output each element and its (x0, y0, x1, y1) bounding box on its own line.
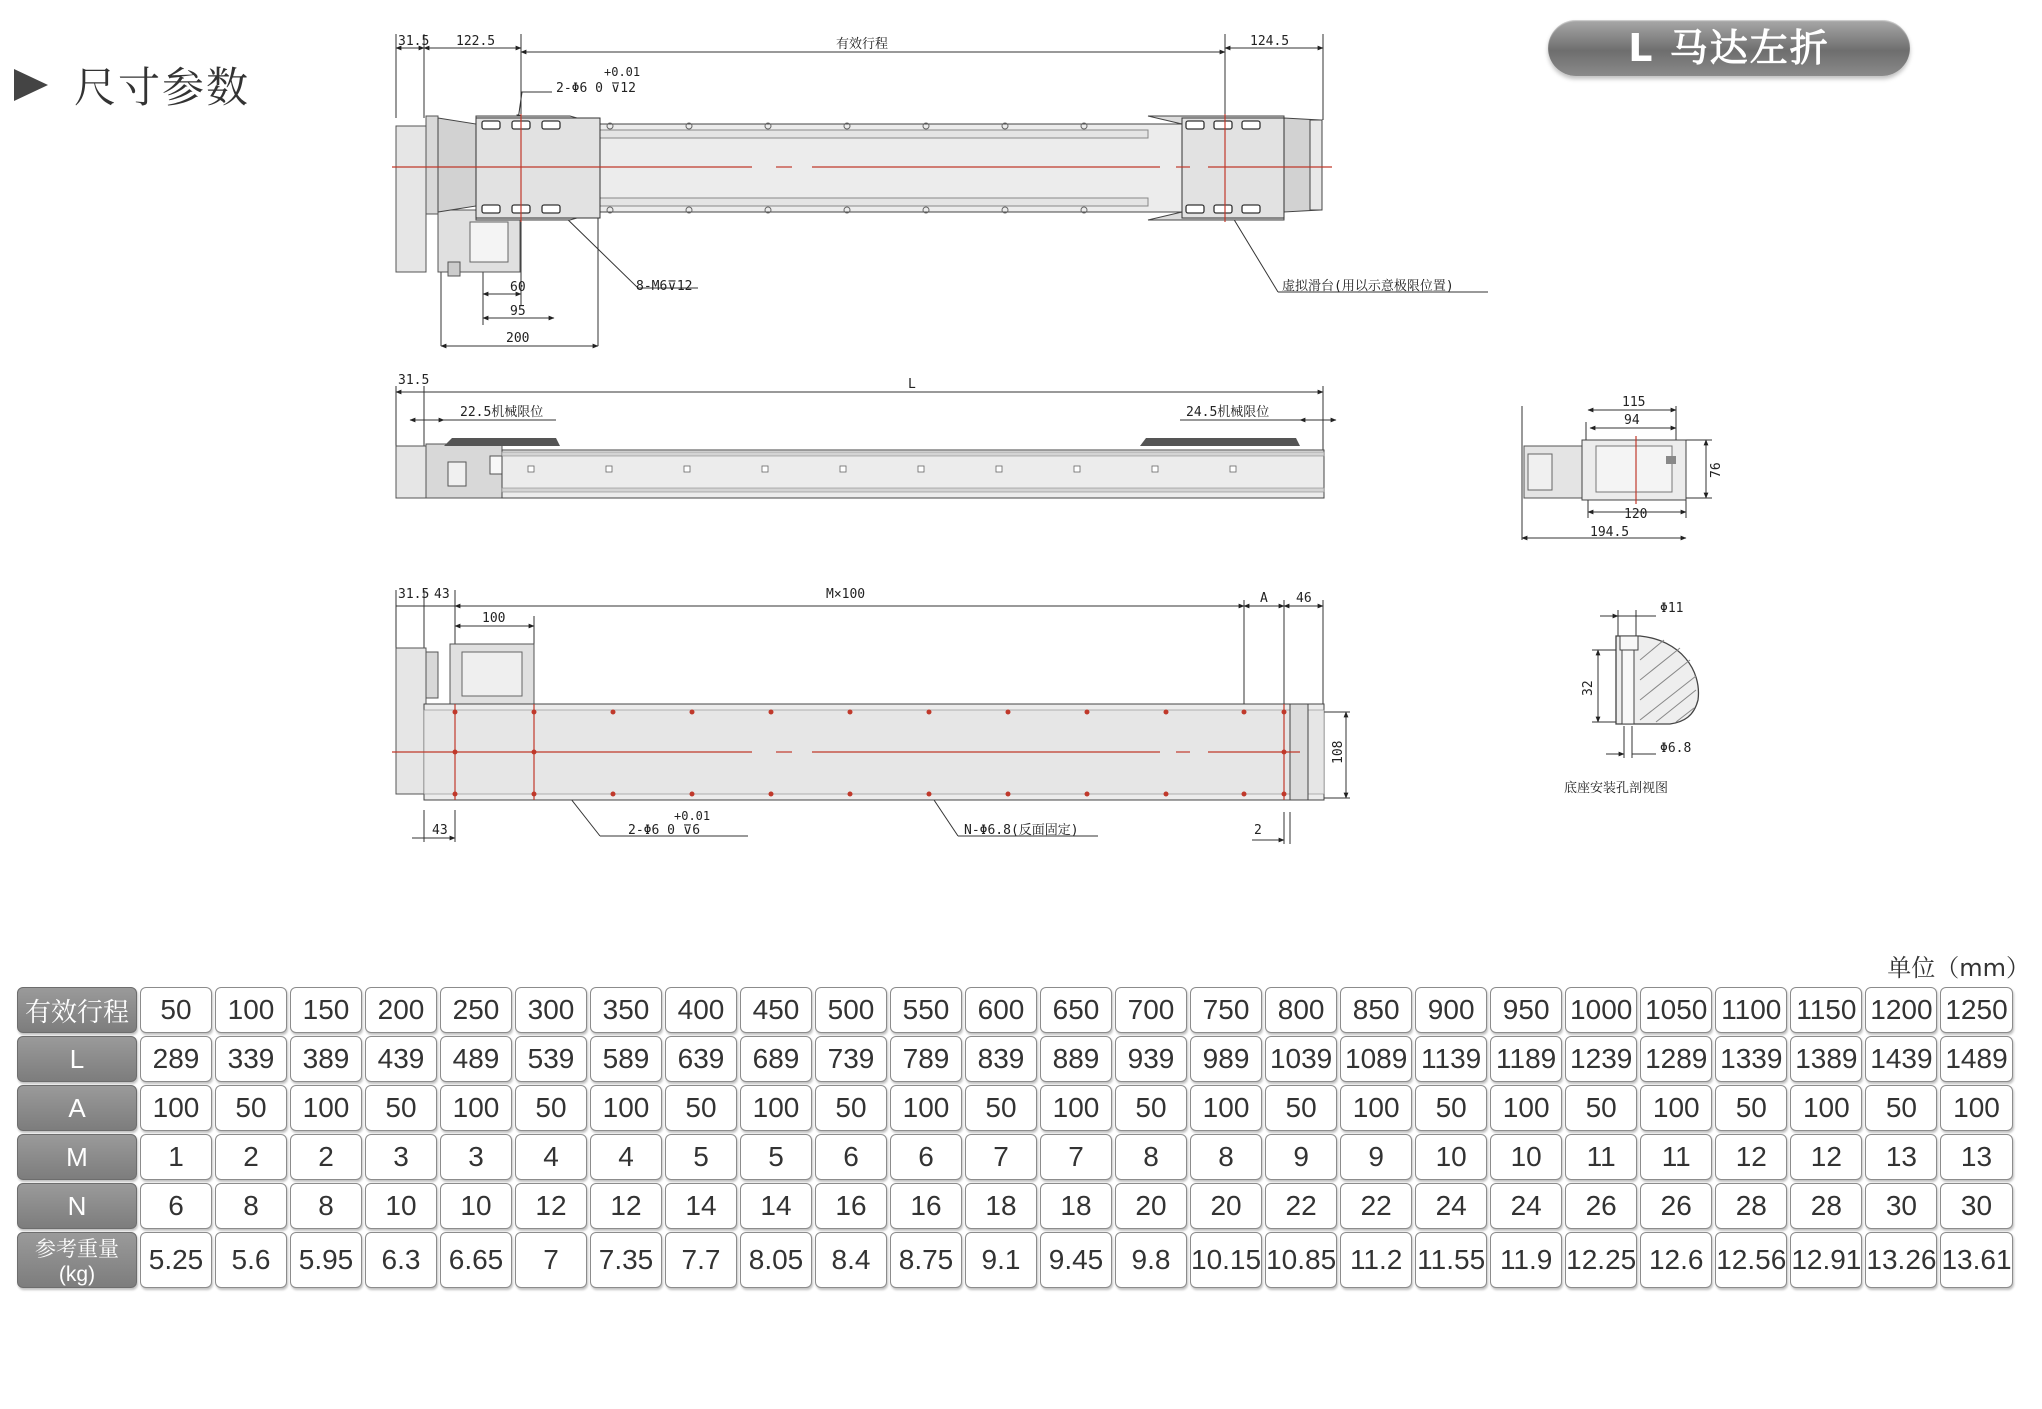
svg-text:Φ11: Φ11 (1660, 601, 1684, 616)
table-cell: 14 (665, 1183, 737, 1229)
table-cell: 9 (1265, 1134, 1337, 1180)
table-cell: 50 (515, 1085, 587, 1131)
table-cell: 5.95 (290, 1232, 362, 1288)
table-cell: 50 (1265, 1085, 1337, 1131)
table-cell: 3 (365, 1134, 437, 1180)
table-cell: 12 (515, 1183, 587, 1229)
table-cell: 650 (1040, 987, 1112, 1033)
table-cell: 13.61 (1940, 1232, 2012, 1288)
svg-text:2-Φ6 0 ⊽12: 2-Φ6 0 ⊽12 (556, 81, 636, 96)
table-cell: 50 (1865, 1085, 1937, 1131)
table-cell: 100 (1940, 1085, 2012, 1131)
table-cell: 50 (965, 1085, 1037, 1131)
table-cell: 7.7 (665, 1232, 737, 1288)
table-row (17, 1085, 2013, 1131)
table-cell: 7 (965, 1134, 1037, 1180)
table-cell: 889 (1040, 1036, 1112, 1082)
table-cell: 939 (1115, 1036, 1187, 1082)
table-cell: 6.3 (365, 1232, 437, 1288)
table-cell: 10.15 (1190, 1232, 1262, 1288)
table-cell: 100 (140, 1085, 212, 1131)
table-cell: 1139 (1415, 1036, 1487, 1082)
svg-text:+0.01: +0.01 (674, 809, 711, 823)
svg-text:200: 200 (506, 331, 530, 346)
table-cell: 20 (1115, 1183, 1187, 1229)
row-header: M (17, 1134, 137, 1180)
table-cell: 289 (140, 1036, 212, 1082)
table-cell: 639 (665, 1036, 737, 1082)
svg-text:8-M6⊽12: 8-M6⊽12 (636, 279, 693, 294)
table-cell: 7 (1040, 1134, 1112, 1180)
table-cell: 12.91 (1790, 1232, 1862, 1288)
table-cell: 100 (1190, 1085, 1262, 1131)
table-cell: 50 (665, 1085, 737, 1131)
side-view (396, 373, 1336, 498)
svg-text:虚拟滑台(用以示意极限位置): 虚拟滑台(用以示意极限位置) (1282, 279, 1454, 294)
svg-text:A: A (1260, 591, 1268, 606)
svg-text:124.5: 124.5 (1250, 34, 1290, 49)
table-cell: 6 (890, 1134, 962, 1180)
table-cell: 18 (1040, 1183, 1112, 1229)
table-cell: 8.05 (740, 1232, 812, 1288)
table-cell: 50 (815, 1085, 887, 1131)
table-cell: 1089 (1340, 1036, 1412, 1082)
table-cell: 9 (1340, 1134, 1412, 1180)
unit-label: 单位（mm） (1887, 954, 2030, 982)
svg-text:22.5机械限位: 22.5机械限位 (460, 405, 544, 420)
table-cell: 600 (965, 987, 1037, 1033)
svg-text:43: 43 (434, 587, 450, 602)
end-view (1522, 395, 1724, 540)
table-cell: 350 (590, 987, 662, 1033)
spec-table (14, 984, 2016, 1291)
svg-text:108: 108 (1331, 740, 1346, 764)
table-cell: 50 (365, 1085, 437, 1131)
table-cell: 1289 (1640, 1036, 1712, 1082)
table-cell: 8 (1115, 1134, 1187, 1180)
table-cell: 24 (1415, 1183, 1487, 1229)
table-cell: 100 (1340, 1085, 1412, 1131)
table-row (17, 1134, 2013, 1180)
table-cell: 6 (815, 1134, 887, 1180)
table-cell: 100 (1640, 1085, 1712, 1131)
table-cell: 4 (590, 1134, 662, 1180)
table-cell: 100 (440, 1085, 512, 1131)
table-cell: 1389 (1790, 1036, 1862, 1082)
table-cell: 9.45 (1040, 1232, 1112, 1288)
svg-text:60: 60 (510, 280, 526, 295)
table-cell: 100 (1490, 1085, 1562, 1131)
table-cell: 3 (440, 1134, 512, 1180)
table-cell: 10 (365, 1183, 437, 1229)
svg-text:底座安装孔剖视图: 底座安装孔剖视图 (1564, 781, 1669, 796)
table-cell: 900 (1415, 987, 1487, 1033)
table-cell: 8 (1190, 1134, 1262, 1180)
table-cell: 1039 (1265, 1036, 1337, 1082)
table-cell: 250 (440, 987, 512, 1033)
table-cell: 1050 (1640, 987, 1712, 1033)
table-cell: 839 (965, 1036, 1037, 1082)
table-cell: 1439 (1865, 1036, 1937, 1082)
svg-text:76: 76 (1709, 462, 1724, 478)
table-cell: 1239 (1565, 1036, 1637, 1082)
table-cell: 13 (1940, 1134, 2012, 1180)
svg-text:N-Φ6.8(反面固定): N-Φ6.8(反面固定) (964, 823, 1079, 838)
table-cell: 200 (365, 987, 437, 1033)
table-cell: 50 (1565, 1085, 1637, 1131)
table-cell: 1250 (1940, 987, 2012, 1033)
svg-text:Φ6.8: Φ6.8 (1660, 741, 1692, 756)
table-cell: 12 (1790, 1134, 1862, 1180)
svg-text:2-Φ6 0 ⊽6: 2-Φ6 0 ⊽6 (628, 823, 701, 838)
svg-text:43: 43 (432, 823, 448, 838)
table-cell: 300 (515, 987, 587, 1033)
table-row (17, 987, 2013, 1033)
table-cell: 1 (140, 1134, 212, 1180)
svg-text:31.5: 31.5 (398, 587, 430, 602)
table-cell: 700 (1115, 987, 1187, 1033)
table-cell: 8.75 (890, 1232, 962, 1288)
row-header: 有效行程 (17, 987, 137, 1033)
table-cell: 18 (965, 1183, 1037, 1229)
svg-text:31.5: 31.5 (398, 34, 430, 49)
table-cell: 24 (1490, 1183, 1562, 1229)
table-cell: 800 (1265, 987, 1337, 1033)
table-cell: 9.1 (965, 1232, 1037, 1288)
table-cell: 950 (1490, 987, 1562, 1033)
table-cell: 400 (665, 987, 737, 1033)
table-cell: 5 (740, 1134, 812, 1180)
table-cell: 1339 (1715, 1036, 1787, 1082)
table-cell: 100 (290, 1085, 362, 1131)
table-cell: 100 (1040, 1085, 1112, 1131)
row-header: 参考重量(kg) (17, 1232, 137, 1288)
table-cell: 1100 (1715, 987, 1787, 1033)
table-cell: 10.85 (1265, 1232, 1337, 1288)
table-cell: 11 (1640, 1134, 1712, 1180)
section-title: 尺寸参数 (74, 63, 251, 112)
row-header: N (17, 1183, 137, 1229)
table-cell: 22 (1265, 1183, 1337, 1229)
table-cell: 50 (215, 1085, 287, 1131)
table-cell: 850 (1340, 987, 1412, 1033)
svg-text:95: 95 (510, 304, 526, 319)
row-header: L (17, 1036, 137, 1082)
table-cell: 2 (290, 1134, 362, 1180)
table-cell: 389 (290, 1036, 362, 1082)
table-cell: 1150 (1790, 987, 1862, 1033)
svg-text:L: L (908, 377, 916, 392)
table-cell: 11 (1565, 1134, 1637, 1180)
svg-text:32: 32 (1581, 680, 1596, 696)
table-cell: 1189 (1490, 1036, 1562, 1082)
svg-text:194.5: 194.5 (1590, 525, 1630, 540)
table-cell: 739 (815, 1036, 887, 1082)
table-cell: 339 (215, 1036, 287, 1082)
table-cell: 26 (1640, 1183, 1712, 1229)
table-cell: 26 (1565, 1183, 1637, 1229)
table-cell: 50 (1415, 1085, 1487, 1131)
table-cell: 22 (1340, 1183, 1412, 1229)
svg-text:46: 46 (1296, 591, 1312, 606)
table-cell: 439 (365, 1036, 437, 1082)
table-cell: 11.55 (1415, 1232, 1487, 1288)
svg-text:2: 2 (1254, 823, 1262, 838)
table-cell: 1489 (1940, 1036, 2012, 1082)
table-cell: 12.6 (1640, 1232, 1712, 1288)
table-cell: 28 (1790, 1183, 1862, 1229)
table-cell: 7 (515, 1232, 587, 1288)
table-cell: 5.6 (215, 1232, 287, 1288)
table-row (17, 1036, 2013, 1082)
svg-text:31.5: 31.5 (398, 373, 430, 388)
svg-text:122.5: 122.5 (456, 34, 496, 49)
table-cell: 12 (590, 1183, 662, 1229)
table-cell: 2 (215, 1134, 287, 1180)
table-cell: 100 (590, 1085, 662, 1131)
top-view (392, 34, 1488, 346)
table-cell: 13.26 (1865, 1232, 1937, 1288)
table-cell: 100 (890, 1085, 962, 1131)
table-cell: 9.8 (1115, 1232, 1187, 1288)
table-cell: 11.2 (1340, 1232, 1412, 1288)
table-cell: 100 (740, 1085, 812, 1131)
table-cell: 10 (1415, 1134, 1487, 1180)
table-cell: 1200 (1865, 987, 1937, 1033)
table-cell: 50 (1115, 1085, 1187, 1131)
svg-text:有效行程: 有效行程 (836, 37, 889, 52)
table-cell: 13 (1865, 1134, 1937, 1180)
table-cell: 550 (890, 987, 962, 1033)
table-cell: 12 (1715, 1134, 1787, 1180)
svg-text:115: 115 (1622, 395, 1646, 410)
table-cell: 8 (215, 1183, 287, 1229)
svg-text:M×100: M×100 (826, 587, 866, 602)
table-row (17, 1183, 2013, 1229)
table-cell: 5 (665, 1134, 737, 1180)
table-cell: 789 (890, 1036, 962, 1082)
table-cell: 450 (740, 987, 812, 1033)
table-cell: 539 (515, 1036, 587, 1082)
table-cell: 7.35 (590, 1232, 662, 1288)
section-view (1564, 601, 1698, 796)
table-cell: 150 (290, 987, 362, 1033)
table-cell: 4 (515, 1134, 587, 1180)
svg-text:24.5机械限位: 24.5机械限位 (1186, 405, 1270, 420)
table-cell: 989 (1190, 1036, 1262, 1082)
table-cell: 28 (1715, 1183, 1787, 1229)
table-cell: 100 (215, 987, 287, 1033)
table-cell: 100 (1790, 1085, 1862, 1131)
table-cell: 30 (1940, 1183, 2012, 1229)
table-cell: 8.4 (815, 1232, 887, 1288)
table-cell: 1000 (1565, 987, 1637, 1033)
table-cell: 500 (815, 987, 887, 1033)
table-cell: 50 (1715, 1085, 1787, 1131)
svg-text:120: 120 (1624, 507, 1648, 522)
bottom-view (392, 587, 1350, 844)
svg-text:100: 100 (482, 611, 506, 626)
model-badge: L 马达左折 (1548, 20, 1910, 76)
table-cell: 30 (1865, 1183, 1937, 1229)
row-header: A (17, 1085, 137, 1131)
table-cell: 50 (140, 987, 212, 1033)
table-cell: 14 (740, 1183, 812, 1229)
svg-text:94: 94 (1624, 413, 1640, 428)
table-cell: 10 (440, 1183, 512, 1229)
table-cell: 16 (890, 1183, 962, 1229)
table-cell: 12.56 (1715, 1232, 1787, 1288)
table-cell: 8 (290, 1183, 362, 1229)
table-cell: 11.9 (1490, 1232, 1562, 1288)
table-cell: 6 (140, 1183, 212, 1229)
table-row (17, 1232, 2013, 1288)
table-cell: 10 (1490, 1134, 1562, 1180)
table-cell: 750 (1190, 987, 1262, 1033)
svg-text:+0.01: +0.01 (604, 65, 641, 79)
table-cell: 6.65 (440, 1232, 512, 1288)
table-cell: 12.25 (1565, 1232, 1637, 1288)
table-cell: 16 (815, 1183, 887, 1229)
table-cell: 20 (1190, 1183, 1262, 1229)
table-cell: 689 (740, 1036, 812, 1082)
table-cell: 5.25 (140, 1232, 212, 1288)
table-cell: 589 (590, 1036, 662, 1082)
table-cell: 489 (440, 1036, 512, 1082)
